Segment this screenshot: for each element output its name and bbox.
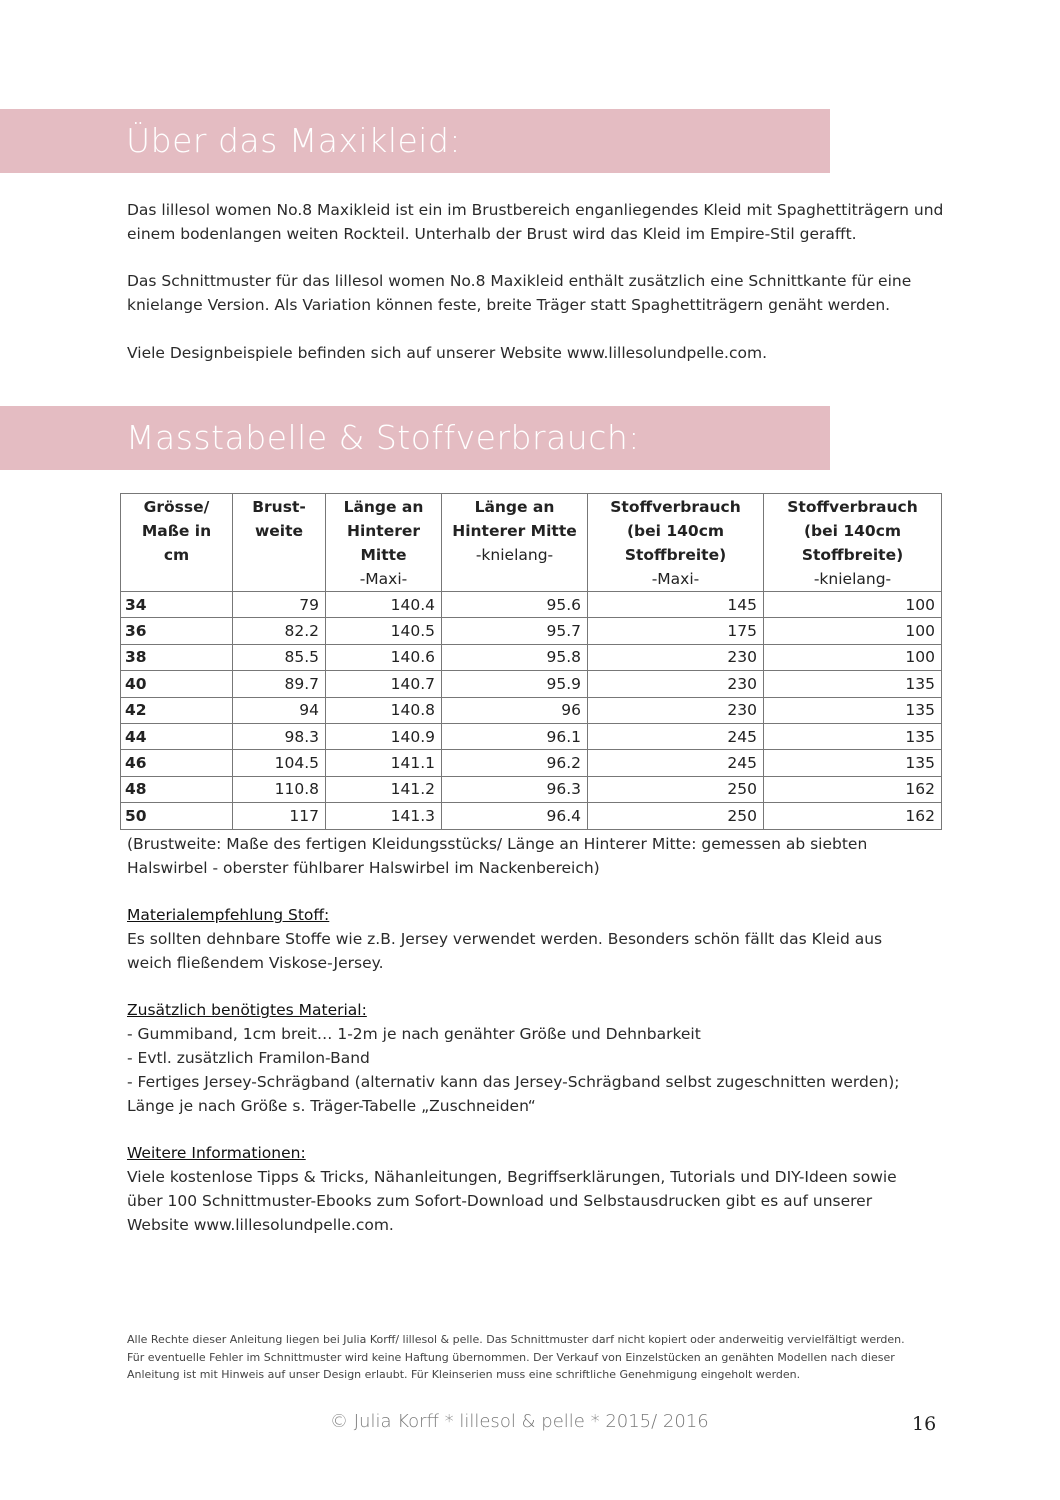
- header-text: weite: [254, 522, 304, 540]
- value-cell: 82.2: [233, 618, 326, 644]
- value-cell: 141.3: [326, 803, 442, 829]
- value-cell: 250: [588, 803, 764, 829]
- list-item: - Evtl. zusätzlich Framilon-Band: [127, 1049, 370, 1067]
- value-cell: 250: [588, 776, 764, 802]
- value-cell: 96.2: [442, 750, 588, 776]
- value-cell: 230: [588, 644, 764, 670]
- value-cell: 104.5: [233, 750, 326, 776]
- size-table-header: [121, 494, 942, 592]
- text-line: Das Schnittmuster für das lillesol women No.8 Maxikleid enthält zusätzlich eine Schnittkante für eine: [127, 272, 912, 290]
- value-cell: 96.3: [442, 776, 588, 802]
- header-text: Stoffverbrauch: [610, 498, 741, 516]
- header-text: Stoffbreite): [624, 546, 727, 564]
- text-line: Viele kostenlose Tipps & Tricks, Nähanleitungen, Begriffserklärungen, Tutorials und DIY-Ideen sowie: [127, 1168, 897, 1186]
- footer-copyright: © Julia Korff * lillesol & pelle * 2015/ 2016: [330, 1411, 709, 1432]
- value-cell: 96.4: [442, 803, 588, 829]
- list-item: - Fertiges Jersey-Schrägband (alternativ kann das Jersey-Schrägband selbst zugeschnitten werden);: [127, 1073, 900, 1091]
- size-table-body: [121, 592, 942, 830]
- additional-material: [127, 998, 947, 1118]
- header-text: Mitte: [360, 546, 407, 564]
- measurement-note: [127, 832, 947, 880]
- column-header: [764, 494, 942, 592]
- column-header: [233, 494, 326, 592]
- value-cell: 95.8: [442, 644, 588, 670]
- size-cell: 38: [121, 644, 233, 670]
- value-cell: 110.8: [233, 776, 326, 802]
- list-item: - Gummiband, 1cm breit… 1-2m je nach genähter Größe und Dehnbarkeit: [127, 1025, 701, 1043]
- header-subtext: -Maxi-: [359, 570, 408, 588]
- value-cell: 94: [233, 697, 326, 723]
- value-cell: 230: [588, 671, 764, 697]
- material-recommendation: [127, 903, 947, 975]
- header-text: Länge an: [474, 498, 555, 516]
- header-text: Maße in cm: [141, 522, 212, 564]
- value-cell: 140.6: [326, 644, 442, 670]
- value-cell: 175: [588, 618, 764, 644]
- size-table: [120, 493, 942, 830]
- value-cell: 140.5: [326, 618, 442, 644]
- value-cell: 100: [764, 592, 942, 618]
- paragraph-intro: [127, 198, 947, 246]
- table-row: [121, 803, 942, 829]
- header-text: Stoffverbrauch: [787, 498, 918, 516]
- value-cell: 135: [764, 723, 942, 749]
- section-heading: Zusätzlich benötigtes Material:: [127, 1001, 367, 1019]
- table-row: [121, 723, 942, 749]
- section-title: Masstabelle & Stoffverbrauch:: [126, 418, 640, 457]
- value-cell: 162: [764, 803, 942, 829]
- value-cell: 98.3: [233, 723, 326, 749]
- value-cell: 95.6: [442, 592, 588, 618]
- value-cell: 135: [764, 671, 942, 697]
- table-row: [121, 618, 942, 644]
- header-text: Hinterer Mitte: [452, 522, 577, 540]
- page-number: 16: [912, 1413, 937, 1435]
- value-cell: 140.8: [326, 697, 442, 723]
- section-heading: Weitere Informationen:: [127, 1144, 306, 1162]
- value-cell: 95.7: [442, 618, 588, 644]
- value-cell: 79: [233, 592, 326, 618]
- further-information: [127, 1141, 947, 1237]
- value-cell: 100: [764, 644, 942, 670]
- size-cell: 48: [121, 776, 233, 802]
- value-cell: 117: [233, 803, 326, 829]
- header-text: Hinterer: [346, 522, 421, 540]
- value-cell: 95.9: [442, 671, 588, 697]
- value-cell: 230: [588, 697, 764, 723]
- header-text: (bei 140cm: [803, 522, 902, 540]
- value-cell: 145: [588, 592, 764, 618]
- table-row: [121, 671, 942, 697]
- text-line: Viele Designbeispiele befinden sich auf unserer Website www.lillesolundpelle.com.: [127, 344, 768, 362]
- text-line: Alle Rechte dieser Anleitung liegen bei Julia Korff/ lillesol & pelle. Das Schnittmuster darf nicht kopiert oder anderweitig vervielfältigt werden.: [127, 1333, 905, 1346]
- header-subtext: -knielang-: [475, 546, 554, 564]
- text-line: Für eventuelle Fehler im Schnittmuster wird keine Haftung übernommen. Der Verkauf von Einzelstücken an genähten Modellen nach dieser: [127, 1350, 895, 1364]
- section-banner-masstabelle: [0, 406, 830, 470]
- column-header: [442, 494, 588, 592]
- table-row: [121, 644, 942, 670]
- value-cell: 85.5: [233, 644, 326, 670]
- header-text: Brust-: [252, 498, 306, 516]
- text-line: Website www.lillesolundpelle.com.: [127, 1216, 394, 1234]
- size-cell: 46: [121, 750, 233, 776]
- table-row: [121, 697, 942, 723]
- text-line: Es sollten dehnbare Stoffe wie z.B. Jersey verwendet werden. Besonders schön fällt das Kleid aus: [127, 930, 883, 948]
- size-cell: 36: [121, 618, 233, 644]
- value-cell: 140.4: [326, 592, 442, 618]
- header-subtext: -Maxi-: [651, 570, 700, 588]
- value-cell: 135: [764, 750, 942, 776]
- section-banner-maxikleid: [0, 109, 830, 173]
- text-line: Halswirbel - oberster fühlbarer Halswirbel im Nackenbereich): [127, 859, 600, 877]
- text-line: über 100 Schnittmuster-Ebooks zum Sofort-Download und Selbstausdrucken gibt es auf unserer: [127, 1192, 873, 1210]
- value-cell: 245: [588, 750, 764, 776]
- section-heading: Materialempfehlung Stoff:: [127, 906, 330, 924]
- column-header: [121, 494, 233, 592]
- header-text: Grösse/: [143, 498, 210, 516]
- paragraph-website: [127, 341, 947, 365]
- value-cell: 89.7: [233, 671, 326, 697]
- header-text: Stoffbreite): [801, 546, 904, 564]
- header-text: Länge an: [343, 498, 424, 516]
- value-cell: 245: [588, 723, 764, 749]
- table-row: [121, 750, 942, 776]
- value-cell: 140.9: [326, 723, 442, 749]
- value-cell: 140.7: [326, 671, 442, 697]
- value-cell: 141.2: [326, 776, 442, 802]
- paragraph-variation: [127, 269, 947, 317]
- text-line: weich fließendem Viskose-Jersey.: [127, 954, 384, 972]
- value-cell: 141.1: [326, 750, 442, 776]
- value-cell: 135: [764, 697, 942, 723]
- table-row: [121, 592, 942, 618]
- header-subtext: -knielang-: [813, 570, 892, 588]
- size-cell: 40: [121, 671, 233, 697]
- legal-notice: [127, 1331, 957, 1384]
- header-text: (bei 140cm: [626, 522, 725, 540]
- column-header: [326, 494, 442, 592]
- column-header: [588, 494, 764, 592]
- value-cell: 96.1: [442, 723, 588, 749]
- value-cell: 96: [442, 697, 588, 723]
- text-line: knielange Version. Als Variation können feste, breite Träger statt Spaghettiträgern genäht werden.: [127, 296, 891, 314]
- size-cell: 34: [121, 592, 233, 618]
- size-cell: 42: [121, 697, 233, 723]
- list-item: Länge je nach Größe s. Träger-Tabelle „Zuschneiden“: [127, 1097, 536, 1115]
- size-cell: 50: [121, 803, 233, 829]
- table-row: [121, 776, 942, 802]
- value-cell: 100: [764, 618, 942, 644]
- text-line: (Brustweite: Maße des fertigen Kleidungsstücks/ Länge an Hinterer Mitte: gemessen ab siebten: [127, 835, 868, 853]
- text-line: Anleitung ist mit Hinweis auf unser Design erlaubt. Für Kleinserien muss eine schriftliche Genehmigung eingeholt werden.: [127, 1368, 801, 1381]
- size-cell: 44: [121, 723, 233, 749]
- text-line: Das lillesol women No.8 Maxikleid ist ein im Brustbereich enganliegendes Kleid mit Spaghettiträgern: [127, 201, 909, 219]
- text-line: und einem bodenlangen weiten Rockteil. Unterhalb der Brust wird das Kleid im Empire-Stil gerafft.: [127, 201, 944, 243]
- section-title: Über das Maxikleid:: [126, 121, 462, 160]
- value-cell: 162: [764, 776, 942, 802]
